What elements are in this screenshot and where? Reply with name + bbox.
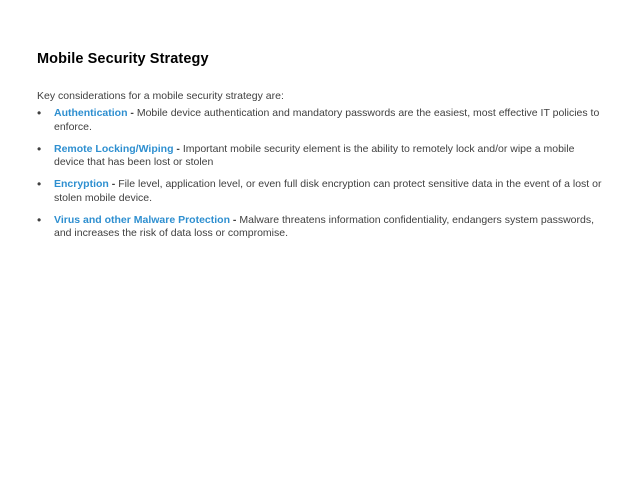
bullet-text: Mobile device authentication and mandatory passwords are the easiest, most effective IT policies to enforce. xyxy=(54,107,600,133)
bullet-text: File level, application level, or even full disk encryption can protect sensitive data in the event of a lost or stolen mobile device. xyxy=(54,178,602,204)
bullet-icon: • xyxy=(37,177,42,191)
bullet-term: Remote Locking/Wiping xyxy=(54,142,174,155)
bullet-icon: • xyxy=(37,106,42,120)
bullet-separator: - xyxy=(127,107,137,119)
bullet-icon: • xyxy=(37,141,42,156)
list-item-remote-locking xyxy=(37,143,607,170)
bullet-separator: - xyxy=(173,142,183,155)
bullet-term: Virus and other Malware Protection xyxy=(54,213,231,226)
bullet-text: Malware threatens information confidentiality, endangers system passwords, and increases the risk of data loss or compromise. xyxy=(54,213,595,239)
list-item-encryption xyxy=(37,178,607,205)
intro-text: Key considerations for a mobile security strategy are: xyxy=(37,90,284,102)
bullet-term: Authentication xyxy=(54,107,128,119)
slide-title: Mobile Security Strategy xyxy=(37,51,209,67)
bullet-list xyxy=(37,107,607,249)
list-item-authentication xyxy=(37,107,607,134)
bullet-icon: • xyxy=(37,212,42,227)
bullet-separator: - xyxy=(108,178,119,190)
list-item-malware-protection xyxy=(37,214,607,241)
bullet-text: Important mobile security element is the ability to remotely lock and/or wipe a mobile device that has been lost or stolen xyxy=(54,142,575,168)
bullet-separator: - xyxy=(230,213,240,226)
bullet-term: Encryption xyxy=(54,178,109,190)
